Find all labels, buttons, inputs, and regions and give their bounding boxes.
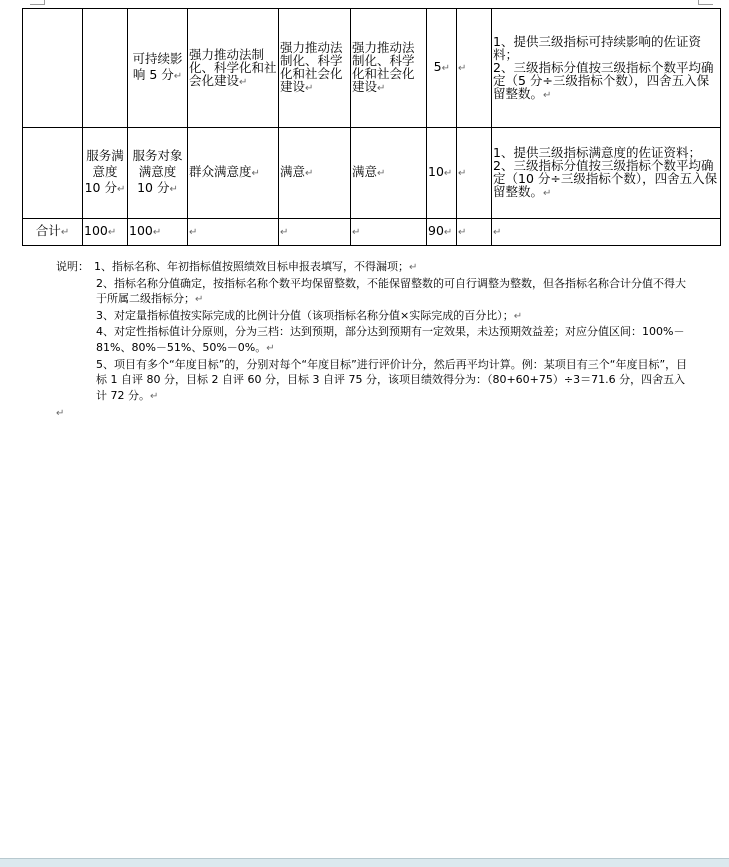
notes-heading: 说明： [56,260,89,273]
score-text: 10 [428,164,444,179]
indicator-name-text: 可持续影响 5 分 [132,51,183,82]
annual-target-text: 强力推动法制化、科学化和社会化建设 [189,46,277,88]
paragraph-mark: ↵ [493,227,502,238]
table-row-sustainability [23,9,721,128]
paragraph-mark: ↵ [280,227,289,238]
table-row-total [23,219,721,246]
note-item-2: 2、指标名称分值确定，按指标名称个数平均保留整数，不能保留整数的可自行调整为整数，但各指标名称合计分值不得大于所属二级指标分；↵ [96,276,686,306]
completion-value-cell [351,9,427,128]
paragraph-mark: ↵ [266,342,275,354]
annual-target-cell [188,9,279,128]
total-secondary-cell [83,219,128,246]
paragraph-mark: ↵ [441,63,450,74]
note-item-4: 4、对定性指标值计分原则，分为三档：达到预期，部分达到预期有一定效果，未达预期效益差；对应分值区间：100%－81%、80%－51%、50%－0%。↵ [96,325,685,354]
table-row-satisfaction [23,128,721,219]
table-cell-empty [23,9,83,128]
paragraph-mark: ↵ [458,168,467,179]
note-item-5: 5、项目有多个“年度目标”的，分别对每个“年度目标”进行评价计分，然后再平均计算。例：某项目有三个“年度目标”，目标 1 自评 80 分，目标 2 自评 60 分，目标 3 自评 75 分，该项目绩效得分为：（80+60+75）÷3＝71.6 分，四舍五入计 72 分。↵ [96,357,688,402]
paragraph-mark: ↵ [443,168,453,179]
remark-line-2: 2、三级指标分值按三级指标个数平均确定（10 分÷三级指标个数），四舍五入保留整数。↵ [493,158,718,199]
paragraph-mark: ↵ [239,76,248,88]
actual-value-cell [279,9,351,128]
total-score-text: 90 [428,223,444,238]
paragraph-mark: ↵ [543,188,552,199]
paragraph-mark: ↵ [409,262,418,273]
paragraph-mark: ↵ [352,227,361,238]
secondary-indicator-cell [83,128,128,219]
table-cell-empty [188,219,279,246]
explanation-notes [56,259,696,404]
paragraph-mark: ↵ [377,168,386,179]
paragraph-mark: ↵ [195,294,204,306]
note-item-3: 3、对定量指标值按实际完成的比例计分值（该项指标名称分值×实际完成的百分比）；↵ [96,308,523,322]
secondary-indicator-text: 服务满意度 10 分 [84,148,124,195]
annual-target-cell [188,128,279,219]
actual-value-text: 强力推动法制化、科学化和社会化建设 [280,40,343,94]
paragraph-mark: ↵ [150,390,159,402]
paragraph-mark: ↵ [60,227,70,238]
paragraph-mark: ↵ [543,89,552,101]
paragraph-mark: ↵ [513,310,523,322]
remark-line-1: 1、提供三级指标可持续影响的佐证资料； [493,33,701,62]
score-cell [427,128,457,219]
completion-value-text: 满意 [352,164,378,179]
remarks-cell [492,9,721,128]
total-label-cell [23,219,83,246]
score-text: 5 [433,59,442,74]
completion-value-text: 强力推动法制化、科学化和社会化建设 [352,40,415,94]
remarks-cell [492,128,721,219]
table-cell-empty [351,219,427,246]
total-secondary-text: 100 [84,223,108,238]
table-cell-empty [457,219,492,246]
paragraph-mark: ↵ [152,227,162,238]
page-corner-left-mark [30,0,45,5]
table-cell-empty [279,219,351,246]
indicator-name-cell [128,9,188,128]
total-score-cell [427,219,457,246]
paragraph-mark: ↵ [169,184,178,195]
paragraph-mark: ↵ [458,63,467,74]
paragraph-mark: ↵ [251,168,260,179]
performance-table [22,8,721,246]
paragraph-mark: ↵ [458,227,467,238]
paragraph-mark: ↵ [117,184,126,195]
paragraph-mark: ↵ [443,227,453,238]
end-paragraph-mark: ↵ [56,408,65,419]
paragraph-mark: ↵ [305,83,314,94]
actual-value-cell [279,128,351,219]
actual-value-text: 满意 [280,164,306,179]
paragraph-mark: ↵ [377,83,386,94]
total-indicator-text: 100 [129,223,153,238]
page-corner-right-mark [698,0,713,5]
table-cell-empty [457,9,492,128]
completion-value-cell [351,128,427,219]
paragraph-mark: ↵ [107,227,117,238]
remark-line-1: 1、提供三级指标满意度的佐证资料； [493,145,701,160]
table-cell-empty [83,9,128,128]
paragraph-mark: ↵ [173,71,183,82]
total-indicator-cell [128,219,188,246]
note-item-1: 说明： 1、指标名称、年初指标值按照绩效目标申报表填写，不得漏项；↵ [56,259,696,276]
table-cell-empty [492,219,721,246]
total-label-text: 合计 [35,223,61,238]
paragraph-mark: ↵ [305,168,314,179]
annual-target-text: 群众满意度 [189,164,252,179]
indicator-name-text: 服务对象满意度 10 分 [132,148,183,195]
paragraph-mark: ↵ [189,227,198,238]
indicator-name-cell [128,128,188,219]
score-cell [427,9,457,128]
table-cell-empty [457,128,492,219]
remark-line-2: 2、三级指标分值按三级指标个数平均确定（5 分÷三级指标个数），四舍五入保留整数。↵ [493,59,714,101]
table-cell-empty [23,128,83,219]
